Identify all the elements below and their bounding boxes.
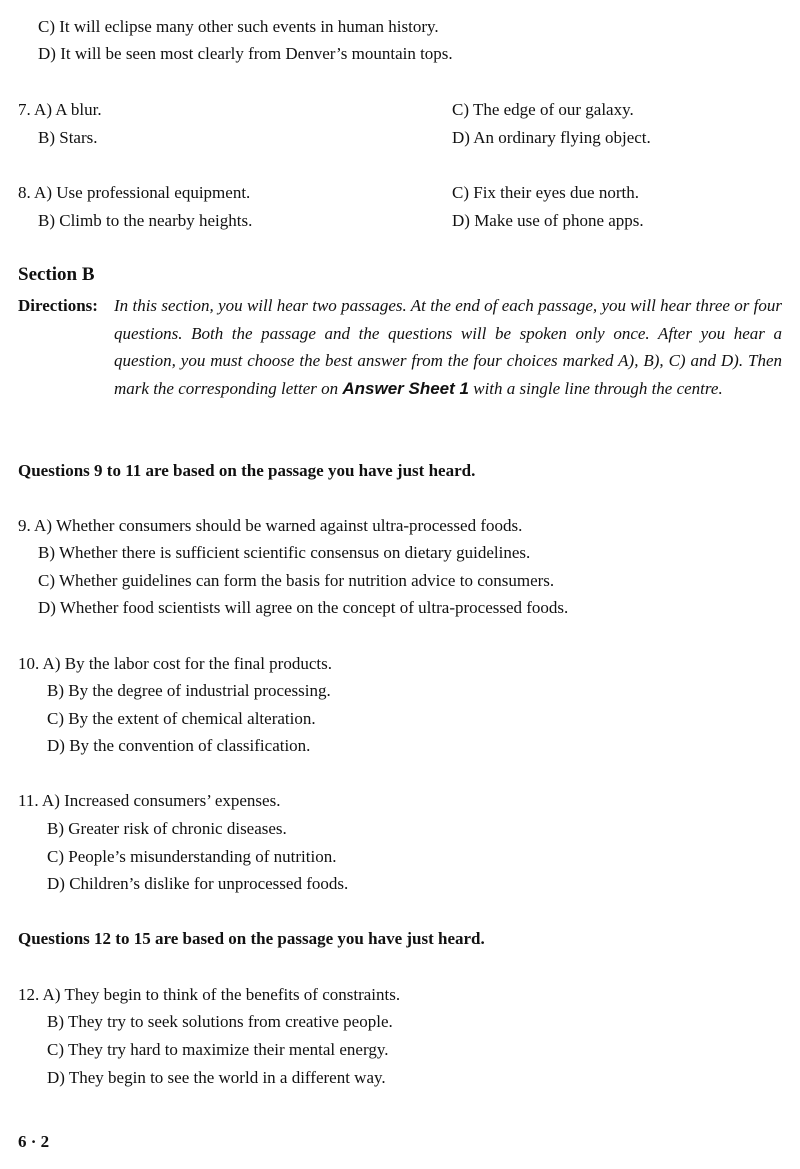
questions-9-11-heading: Questions 9 to 11 are based on the passage you have just heard. xyxy=(18,461,476,480)
answer-sheet-label: Answer Sheet 1 xyxy=(342,378,469,398)
q11-option-c: C) People’s misunderstanding of nutrition. xyxy=(47,847,337,866)
questions-12-15-heading: Questions 12 to 15 are based on the passage you have just heard. xyxy=(18,929,485,948)
q8-option-a: 8. A) Use professional equipment. xyxy=(18,183,251,202)
q8-option-d: D) Make use of phone apps. xyxy=(452,211,644,230)
section-b-title: Section B xyxy=(18,264,95,285)
q11-option-b: B) Greater risk of chronic diseases. xyxy=(47,819,287,838)
q9-option-a: 9. A) Whether consumers should be warned against ultra-processed foods. xyxy=(18,516,523,535)
q7-option-d: D) An ordinary flying object. xyxy=(452,128,651,147)
q11-option-d: D) Children’s dislike for unprocessed foods. xyxy=(47,874,349,893)
q6-option-d: D) It will be seen most clearly from Denver’s mountain tops. xyxy=(38,44,453,63)
q12-option-d: D) They begin to see the world in a different way. xyxy=(47,1068,386,1087)
q7-option-b: B) Stars. xyxy=(38,128,98,147)
q10-option-b: B) By the degree of industrial processing. xyxy=(47,681,331,700)
q11-option-a: 11. A) Increased consumers’ expenses. xyxy=(18,791,281,810)
q12-option-c: C) They try hard to maximize their mental energy. xyxy=(47,1040,389,1059)
directions-part2: with a single line through the centre. xyxy=(473,378,723,398)
q12-option-b: B) They try to seek solutions from creative people. xyxy=(47,1012,393,1031)
directions-label: Directions: xyxy=(18,296,98,315)
directions-part1: In this section, you will hear two passages. At the end of each passage, you will hear three or four questions. Both the passage and the questions will be spoken only once. After you hear a question, you must choose the best answer from the four choices marked A), B), C) and D). Then mark the corresponding letter on xyxy=(114,296,782,398)
q8-option-b: B) Climb to the nearby heights. xyxy=(38,211,253,230)
q9-option-c: C) Whether guidelines can form the basis for nutrition advice to consumers. xyxy=(38,571,555,590)
q8-option-c: C) Fix their eyes due north. xyxy=(452,183,639,202)
q10-option-d: D) By the convention of classification. xyxy=(47,736,311,755)
q10-option-a: 10. A) By the labor cost for the final products. xyxy=(18,654,332,673)
q7-option-c: C) The edge of our galaxy. xyxy=(452,100,634,119)
page-number: 6 · 2 xyxy=(18,1132,50,1151)
q9-option-d: D) Whether food scientists will agree on the concept of ultra-processed foods. xyxy=(38,598,569,617)
q10-option-c: C) By the extent of chemical alteration. xyxy=(47,709,316,728)
q9-option-b: B) Whether there is sufficient scientific consensus on dietary guidelines. xyxy=(38,543,531,562)
directions-text xyxy=(114,292,782,402)
q6-option-c: C) It will eclipse many other such events in human history. xyxy=(38,17,439,36)
q12-option-a: 12. A) They begin to think of the benefits of constraints. xyxy=(18,985,401,1004)
q7-option-a: 7. A) A blur. xyxy=(18,100,102,119)
